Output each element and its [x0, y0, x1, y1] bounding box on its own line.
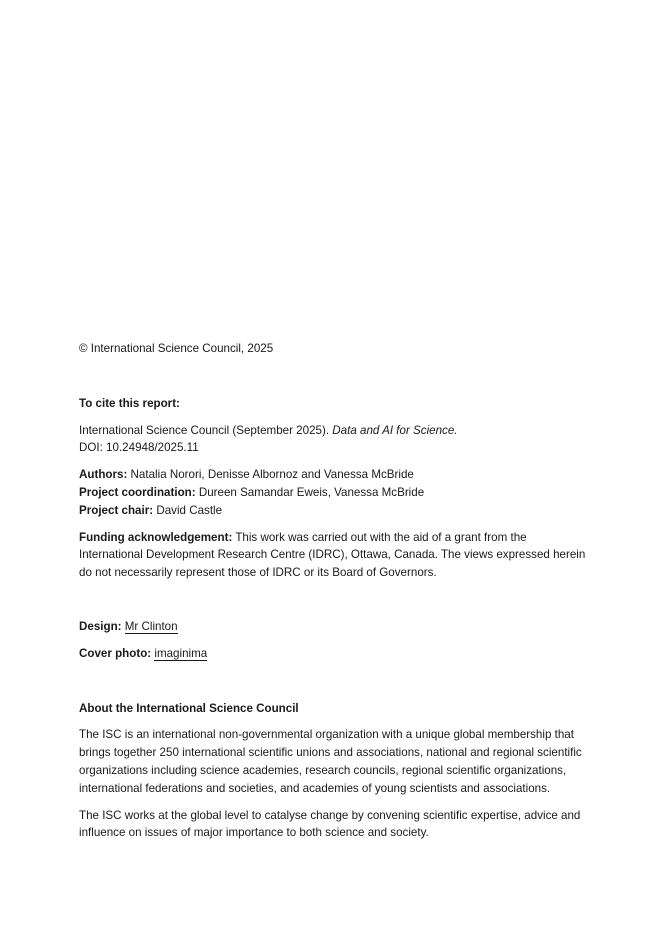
credits — [79, 466, 589, 519]
funding-label: Funding acknowledgement: — [79, 530, 233, 544]
chair-label: Project chair: — [79, 503, 154, 517]
authors-value: Natalia Norori, Denisse Albornoz and Vanessa McBride — [130, 468, 414, 482]
authors-line — [79, 466, 589, 484]
citation — [79, 422, 589, 458]
about-heading: About the International Science Council — [79, 701, 299, 715]
about-paragraph-1: The ISC is an international non-governmental organization with a unique global membership that brings together 250 international scientific unions and associations, national and regional scientific organizations including science academies, research councils, regional scientific organizations, international federations and societies, and academies of young scientists and associations. — [79, 728, 582, 795]
coordination-label: Project coordination: — [79, 485, 196, 499]
funding-text: This work was carried out with the aid of a grant from the International Development Research Centre (IDRC), Ottawa, Canada. The views expressed herein do not necessarily represent those of IDRC or its Board of Governors. — [79, 530, 586, 580]
cite-heading: To cite this report: — [79, 396, 180, 410]
citation-doi: DOI: 10.24948/2025.11 — [79, 441, 199, 455]
citation-title: Data and AI for Science. — [332, 423, 458, 437]
copyright-notice: © International Science Council, 2025 — [79, 342, 274, 355]
cover-photo-credit — [79, 645, 589, 663]
chair-line — [79, 502, 589, 520]
design-link[interactable]: Mr Clinton — [124, 619, 178, 633]
design-credit — [79, 618, 589, 636]
cover-label: Cover photo: — [79, 646, 152, 660]
document-page — [79, 340, 589, 842]
about-paragraph-2: The ISC works at the global level to catalyse change by convening scientific expertise, advice and influence on issues of major importance to both science and society. — [79, 808, 581, 840]
funding-acknowledgement — [79, 529, 589, 582]
coordination-value: Dureen Samandar Eweis, Vanessa McBride — [198, 485, 425, 499]
coordination-line — [79, 484, 589, 502]
design-label: Design: — [79, 619, 122, 633]
authors-label: Authors: — [79, 468, 128, 482]
cover-photo-link[interactable]: imaginima — [154, 646, 208, 660]
citation-text: International Science Council (September 2025). — [79, 423, 333, 437]
chair-value: David Castle — [156, 503, 223, 517]
